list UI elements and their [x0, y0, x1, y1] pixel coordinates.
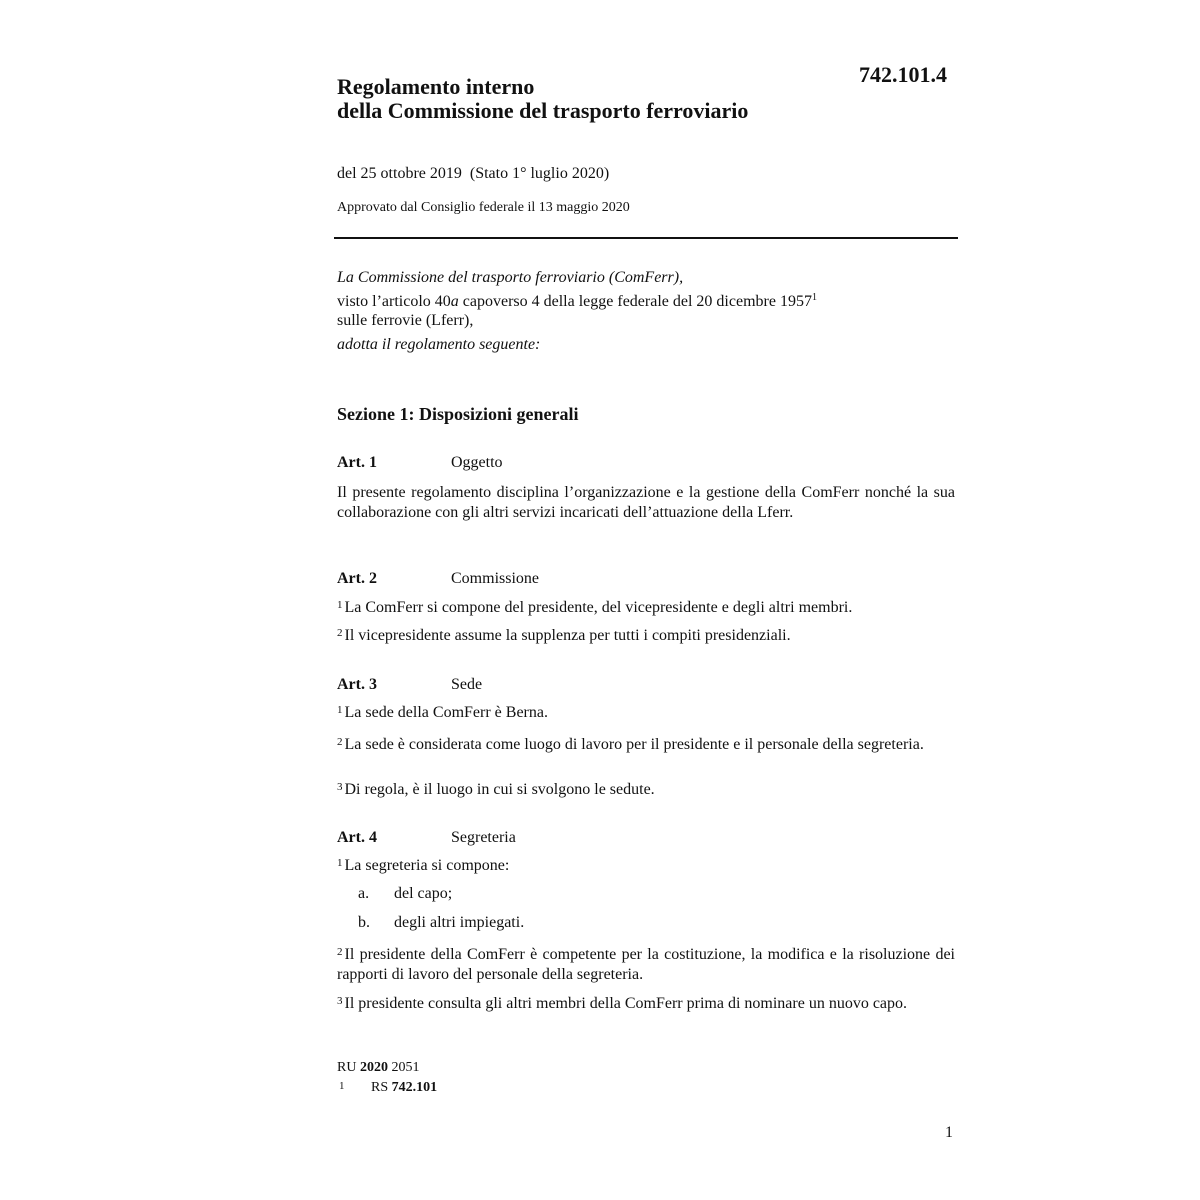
paragraph-number: 3 [337, 781, 343, 793]
article-2-number: Art. 2 [337, 570, 377, 587]
paragraph-number: 2 [337, 736, 343, 748]
preamble-legal-basis [337, 292, 817, 311]
paragraph-number: 2 [337, 627, 343, 639]
footnote-ref-1[interactable]: 1 [811, 292, 817, 303]
paragraph-text: Il vicepresidente assume la supplenza per tutti i compiti presidenziali. [344, 627, 791, 644]
article-3-heading: Sede [451, 676, 483, 693]
legal-basis-suffix: capoverso 4 della legge federale del 20 dicembre 1957 [458, 293, 812, 310]
list-item-a: del capo; [394, 885, 453, 902]
paragraph-number: 1 [337, 857, 343, 869]
article-1-number: Art. 1 [337, 454, 377, 471]
paragraph-text: Il presidente della ComFerr è competente per la costituzione, la modifica e la risoluzione dei rapporti di lavoro del personale della segreteria. [337, 946, 955, 983]
footnote-number: 1 [339, 1080, 345, 1092]
document-title [337, 75, 748, 123]
paragraph-text: La sede della ComFerr è Berna. [344, 704, 548, 721]
approval-line: Approvato dal Consiglio federale il 13 maggio 2020 [337, 200, 630, 215]
date-line: del 25 ottobre 2019 (Stato 1° luglio 2020) [337, 165, 610, 182]
article-4-paragraph-2 [337, 942, 955, 985]
article-2-paragraph-2 [337, 627, 791, 645]
sr-number: 742.101.4 [859, 62, 947, 87]
ru-year: 2020 [359, 1060, 388, 1075]
article-3-paragraph-2 [337, 732, 955, 755]
ru-prefix: RU [337, 1060, 357, 1075]
article-4-number: Art. 4 [337, 829, 377, 846]
page-number: 1 [945, 1124, 953, 1141]
paragraph-text: La ComFerr si compone del presidente, del vicepresidente e degli altri membri. [344, 599, 853, 616]
paragraph-text: La segreteria si compone: [344, 857, 510, 874]
preamble [337, 268, 817, 354]
paragraph-number: 1 [337, 704, 343, 716]
list-item-b: degli altri impiegati. [394, 914, 525, 931]
preamble-legal-basis-line2: sulle ferrovie (Lferr), [337, 312, 474, 329]
article-3-paragraph-3 [337, 781, 655, 799]
article-4-paragraph-1 [337, 857, 509, 875]
footnote-text[interactable] [371, 1080, 437, 1096]
article-1-text: Il presente regolamento disciplina l’organizzazione e la gestione della ComFerr nonché la sua collaborazione con gli altri servizi incaricati dell’attuazione della Lferr. [337, 484, 955, 521]
header-divider [334, 237, 958, 239]
title-line-2: della Commissione del trasporto ferroviario [337, 98, 749, 123]
ru-page: 2051 [391, 1060, 420, 1075]
footnote-prefix: RS [371, 1080, 389, 1095]
article-4-paragraph-3 [337, 991, 955, 1014]
paragraph-text: La sede è considerata come luogo di lavoro per il presidente e il personale della segreteria. [344, 736, 924, 753]
article-2-paragraph-1 [337, 599, 852, 617]
list-letter-b: b. [358, 914, 370, 931]
section-title: Sezione 1: Disposizioni generali [337, 404, 579, 424]
ru-reference [337, 1060, 419, 1076]
preamble-adopts: adotta il regolamento seguente: [337, 336, 541, 353]
preamble-authority: La Commissione del trasporto ferroviario (ComFerr), [337, 269, 684, 286]
legal-basis-letter: a [450, 293, 459, 310]
list-letter-a: a. [358, 885, 370, 902]
title-line-1: Regolamento interno [337, 74, 535, 99]
paragraph-text: Di regola, è il luogo in cui si svolgono le sedute. [344, 781, 655, 798]
paragraph-number: 2 [337, 946, 343, 958]
paragraph-number: 3 [337, 995, 343, 1007]
article-3-paragraph-1 [337, 704, 548, 722]
article-3-number: Art. 3 [337, 676, 377, 693]
paragraph-number: 1 [337, 599, 343, 611]
article-4-heading: Segreteria [451, 829, 516, 846]
legal-basis-prefix: visto l’articolo 40 [337, 293, 451, 310]
article-1-heading: Oggetto [451, 454, 503, 471]
footnote-ref: 742.101 [391, 1080, 438, 1095]
paragraph-text: Il presidente consulta gli altri membri della ComFerr prima di nominare un nuovo capo. [344, 995, 908, 1012]
article-2-heading: Commissione [451, 570, 540, 587]
